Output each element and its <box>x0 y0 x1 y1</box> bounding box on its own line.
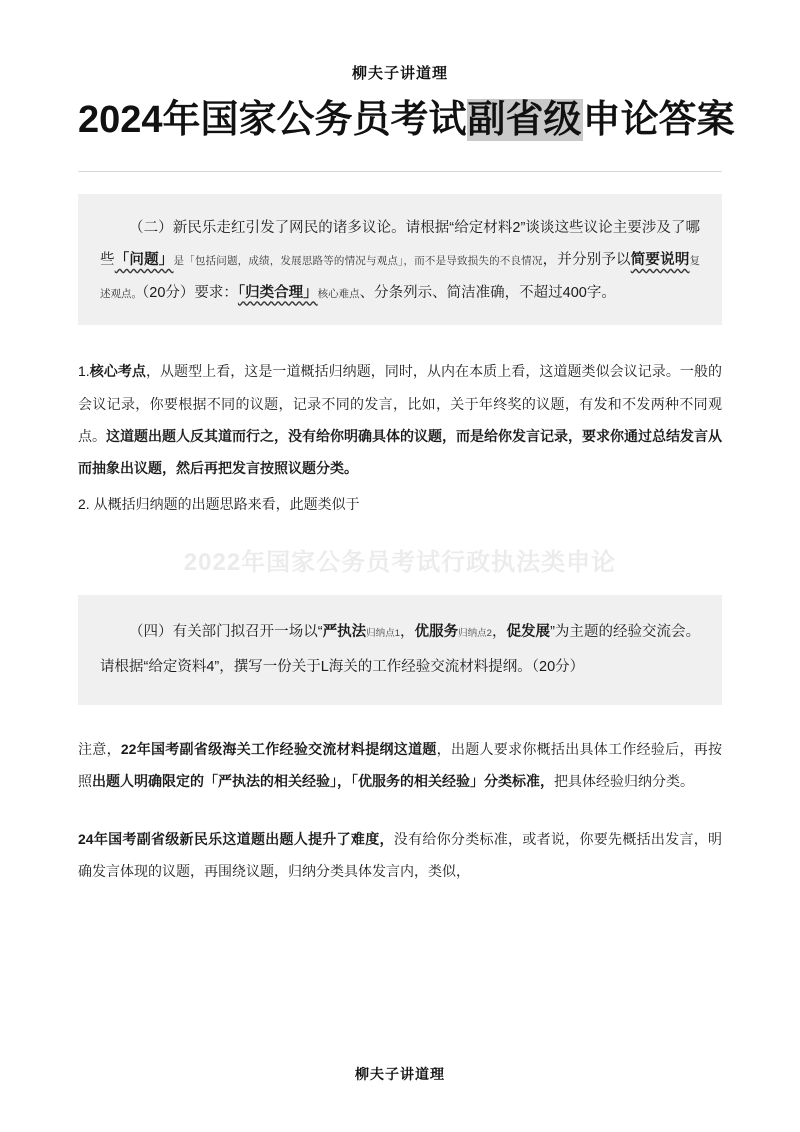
q1-line3-a: （20分）要求： <box>142 284 238 301</box>
q1-line3-b: 、分条列示、简洁准确，不超过400字。 <box>359 284 616 301</box>
notes-p2-bold: 24年国考副省级新民乐这道题出题人提升了难度， <box>78 831 394 848</box>
q2-sep-1: ， <box>400 624 415 641</box>
notes-p1-bold-1: 22年国考副省级海关工作经验交流材料提纲这道题 <box>120 740 437 757</box>
title-divider <box>78 171 722 172</box>
analysis-item-2 <box>78 488 722 520</box>
q2-bold-2: 优服务 <box>414 624 459 641</box>
notes-p1-c: 把具体经验归纳分类。 <box>554 773 694 790</box>
notes-section <box>78 733 722 888</box>
q2-quote-open: “ <box>317 624 323 641</box>
q1-line2-b: ，并分别予以 <box>542 252 631 269</box>
q1-term-classify: 「归类合理」 <box>237 284 318 301</box>
question-box-2 <box>78 595 722 705</box>
analysis-item-2-text: 2. 从概括归纳题的出题思路来看，此题类似于 <box>78 496 360 513</box>
analysis-item-1-number: 1. <box>78 363 90 380</box>
notes-p1-a: 注意， <box>78 740 121 757</box>
notes-p1-b: ，出题人要求你概括出具体工作经验后，再按照 <box>78 740 723 790</box>
question-box-1 <box>78 194 722 326</box>
q2-bold-1: 严执法 <box>322 624 367 641</box>
analysis-item-1-bold-tail: 这道题出题人反其道而行之，没有给你明确具体的议题，而是给你发言记录，要求你通过总结发言从而抽象出议题，然后再把发言按照议题分类。 <box>78 427 722 476</box>
notes-p1-bold-2: 出题人明确限定的「严执法的相关经验」，「优服务的相关经验」分类标准， <box>92 773 554 790</box>
analysis-section <box>78 355 722 520</box>
watermark-text: 2022年国家公务员考试行政执法类申论 <box>183 549 617 577</box>
notes-paragraph-1 <box>78 733 722 797</box>
notes-p2-text: 没有给你分类标准，或者说，你要先概括出发言，明确发言体现的议题，再围绕议题，归纳分类具体发言内，类似， <box>78 831 723 880</box>
q1-term-problem: 「问题」 <box>114 252 174 269</box>
q2-gloss-1: 归纳点1 <box>366 628 400 640</box>
q2-line1-b: ”为主题的经验交流 <box>550 624 672 641</box>
title-highlight: 副省级 <box>467 99 582 141</box>
analysis-item-1-text: ，从题型上看，这是一道概括归纳题，同时，从内在本质上看，这道题类似会议记录。一般的会议记录，你要根据不同的议题，记录不同的发言，比如，关于年终奖的议题，有发和不发两种不同观点。 <box>78 363 723 444</box>
footer-brand: 柳夫子讲道理 <box>355 1066 445 1082</box>
title-part-1: 2024年国家公务员考试 <box>78 99 467 141</box>
q2-sep-2: ， <box>491 624 507 641</box>
notes-paragraph-2 <box>78 823 722 887</box>
q2-gloss-2: 归纳点2 <box>458 628 492 640</box>
header-brand: 柳夫子讲道理 <box>351 65 448 82</box>
q1-bold-brief-explain: 简要说明 <box>630 252 690 269</box>
q2-line2: 会。请根据“给定资料4”，撰写一份关于L海关的工作经验交流材料提纲。（20分） <box>100 624 701 676</box>
analysis-item-1 <box>78 355 722 484</box>
q1-gloss-1: 是「包括问题，成绩，发展思路等的情况与观点」，而不是导致损失的不良情况 <box>173 255 543 268</box>
page-title <box>78 97 735 145</box>
q2-line1-a: （四）有关部门拟召开一场以 <box>129 624 318 641</box>
q1-line1: （二）新民乐走红引发了网民的诸多议论。请根据“给定材料2”谈谈这些议论主要涉及 <box>129 219 671 236</box>
analysis-item-1-lead: 核心考点 <box>89 363 146 380</box>
title-part-2: 申论答案 <box>582 99 735 141</box>
q1-gloss-2: 复述观点。 <box>100 255 701 300</box>
q1-gloss-3: 核心难点 <box>317 287 360 300</box>
q1-line2-a: 了哪些 <box>100 219 701 269</box>
q2-bold-3: 促发展 <box>506 624 551 641</box>
